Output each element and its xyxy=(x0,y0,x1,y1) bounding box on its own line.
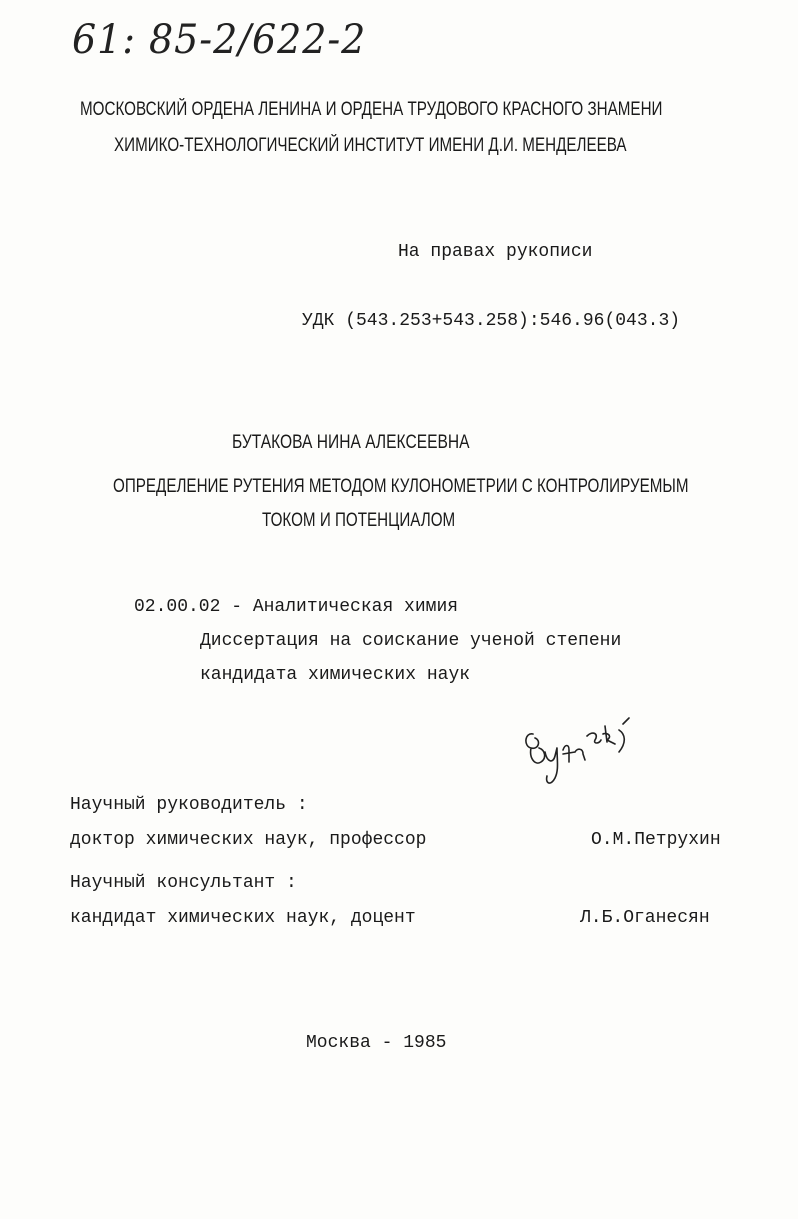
specialty-code: 02.00.02 - Аналитическая химия xyxy=(134,597,459,617)
institution-name-line-2: ХИМИКО-ТЕХНОЛОГИЧЕСКИЙ ИНСТИТУТ ИМЕНИ Д.И. МЕНДЕЛЕЕВА xyxy=(114,135,627,156)
dissertation-statement: Диссертация на соискание ученой степени xyxy=(200,631,622,651)
consultant-title: кандидат химических наук, доцент xyxy=(70,908,416,928)
thesis-title-line-1: ОПРЕДЕЛЕНИЕ РУТЕНИЯ МЕТОДОМ КУЛОНОМЕТРИИ С КОНТРОЛИРУЕМЫМ xyxy=(113,476,689,497)
consultant-name: Л.Б.Оганесян xyxy=(580,908,710,928)
institution-name-line-1: МОСКОВСКИЙ ОРДЕНА ЛЕНИНА И ОРДЕНА ТРУДОВОГО КРАСНОГО ЗНАМЕНИ xyxy=(80,99,663,120)
udc-classification: УДК (543.253+543.258):546.96(043.3) xyxy=(302,311,681,331)
place-and-year: Москва - 1985 xyxy=(306,1033,447,1053)
author-name: БУТАКОВА НИНА АЛЕКСЕЕВНА xyxy=(232,432,470,453)
author-signature xyxy=(515,712,645,792)
supervisor-label: Научный руководитель : xyxy=(70,795,308,815)
consultant-label: Научный консультант : xyxy=(70,873,297,893)
supervisor-name: О.М.Петрухин xyxy=(591,830,721,850)
thesis-title-line-2: ТОКОМ И ПОТЕНЦИАЛОМ xyxy=(262,510,456,531)
degree-sought: кандидата химических наук xyxy=(200,665,471,685)
manuscript-rights-note: На правах рукописи xyxy=(398,242,593,262)
handwritten-shelf-mark: 61: 85-2/622-2 xyxy=(72,17,367,63)
supervisor-title: доктор химических наук, профессор xyxy=(70,830,427,850)
